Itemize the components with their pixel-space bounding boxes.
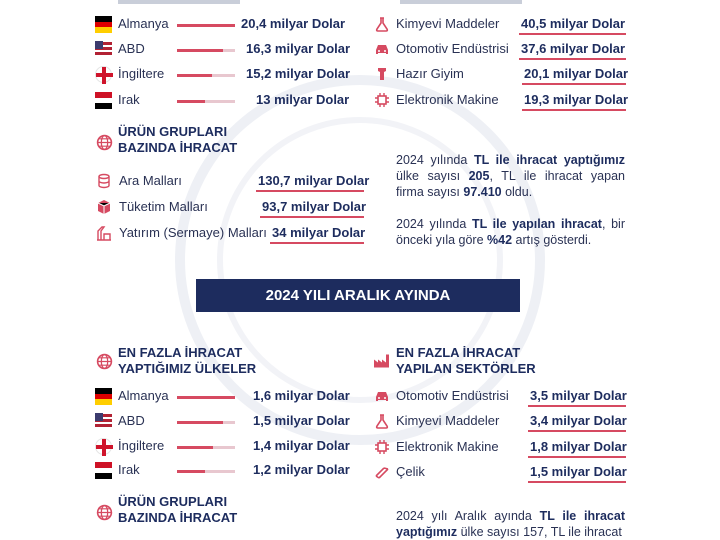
country-bar [177,49,235,52]
country-value: 16,3 milyar Dolar [246,41,351,56]
section-header-cut-left [118,0,240,4]
value-underline [256,190,364,192]
value-underline [270,242,364,244]
usa-flag-icon [95,413,112,430]
product-value: 130,7 milyar Dolar [258,173,370,188]
country-label: İngiltere [118,66,165,81]
england-flag-icon [95,66,112,83]
country-label: Irak [118,462,140,477]
country-value: 13 milyar Dolar [256,92,350,107]
globe-icon [96,353,113,370]
country-bar [177,24,235,27]
sector-value: 1,5 milyar Dolar [530,464,627,479]
iraq-flag-icon [95,92,112,109]
globe-icon [96,504,113,521]
text-segment: , TL ile ihracat yapan firma sayısı [396,169,625,199]
car-icon [374,41,390,57]
country-value: 20,4 milyar Dolar [241,16,346,31]
car-icon [374,388,390,404]
flask-icon [374,413,390,429]
annual-tl-export-paragraph [396,152,625,200]
value-underline [260,216,364,218]
text-segment: 2024 yılında [396,217,472,231]
value-underline [528,430,626,432]
country-bar [177,74,235,77]
value-underline [522,83,626,85]
text-bold: 97.410 [463,185,502,199]
country-label: Irak [118,92,140,107]
text-bold: %42 [487,233,513,247]
sector-label: Hazır Giyim [396,66,464,81]
country-label: Almanya [118,16,169,31]
sector-label: Elektronik Makine [396,92,499,107]
text-segment: 2024 yılında [396,153,474,167]
sector-value: 3,5 milyar Dolar [530,388,627,403]
text-bold: 205 [468,169,490,183]
text-bold: TL ile ihracat yaptığımız [396,509,625,539]
text-segment: , bir önceki yıla göre [396,217,625,247]
country-label: ABD [118,413,145,428]
text-bold: TL ile ihracat yaptığımız [473,153,625,167]
usa-flag-icon [95,41,112,58]
value-underline [519,33,626,35]
sector-value: 40,5 milyar Dolar [521,16,626,31]
product-label: Tüketim Malları [119,199,208,214]
box-icon [96,199,112,215]
country-bar [177,100,235,103]
text-segment: artış gösterdi. [512,233,592,247]
text-bold: TL ile yapılan ihracat [471,217,602,231]
iraq-flag-icon [95,462,112,479]
december-tl-export-paragraph [396,508,625,540]
england-flag-icon [95,438,112,455]
product-groups-title: ÜRÜN GRUPLARI BAZINDA İHRACAT [118,124,238,155]
factory-crane-icon [96,225,112,241]
section-header-cut-right [400,0,522,4]
sector-label: Otomotiv Endüstrisi [396,41,509,56]
country-bar [177,470,235,473]
country-value: 1,4 milyar Dolar [253,438,350,453]
chip-icon [374,92,390,108]
country-value: 1,5 milyar Dolar [253,413,350,428]
text-segment: oldu. [501,185,533,199]
annual-tl-growth-paragraph [396,216,625,248]
sector-label: Çelik [396,464,425,479]
country-bar [177,396,235,399]
country-label: ABD [118,41,145,56]
december-section-banner: 2024 YILI ARALIK AYINDA [196,279,520,312]
text-segment: ülke sayısı [396,169,469,183]
sector-value: 37,6 milyar Dolar [521,41,626,56]
product-label: Ara Malları [119,173,182,188]
sector-value: 20,1 milyar Dolar [524,66,629,81]
germany-flag-icon [95,16,112,33]
december-product-groups-title: ÜRÜN GRUPLARI BAZINDA İHRACAT [118,494,238,525]
clothing-icon [374,66,390,82]
value-underline [528,481,626,483]
sector-value: 19,3 milyar Dolar [524,92,629,107]
chip-icon [374,439,390,455]
flask-icon [374,16,390,32]
country-label: İngiltere [118,438,165,453]
value-underline [519,58,626,60]
country-label: Almanya [118,388,169,403]
country-value: 1,2 milyar Dolar [253,462,350,477]
top-sectors-title: EN FAZLA İHRACAT YAPILAN SEKTÖRLER [396,345,536,376]
sector-label: Kimyevi Maddeler [396,413,500,428]
factory-icon [373,352,391,369]
country-value: 15,2 milyar Dolar [246,66,351,81]
value-underline [522,109,626,111]
value-underline [528,405,626,407]
product-value: 34 milyar Dolar [272,225,366,240]
globe-icon [96,134,113,151]
product-value: 93,7 milyar Dolar [262,199,367,214]
sector-label: Otomotiv Endüstrisi [396,388,509,403]
sector-value: 3,4 milyar Dolar [530,413,627,428]
country-bar [177,421,235,424]
value-underline [528,456,626,458]
steel-beam-icon [374,464,390,480]
product-label: Yatırım (Sermaye) Malları [119,225,267,240]
text-segment: 2024 yılı Aralık ayında [396,509,540,523]
country-bar [177,446,235,449]
top-countries-title: EN FAZLA İHRACAT YAPTIĞIMIZ ÜLKELER [118,345,257,376]
database-icon [96,173,112,189]
country-value: 1,6 milyar Dolar [253,388,350,403]
germany-flag-icon [95,388,112,405]
sector-value: 1,8 milyar Dolar [530,439,627,454]
text-segment: ülke sayısı 157, TL ile ihracat [457,525,622,539]
sector-label: Elektronik Makine [396,439,499,454]
sector-label: Kimyevi Maddeler [396,16,500,31]
